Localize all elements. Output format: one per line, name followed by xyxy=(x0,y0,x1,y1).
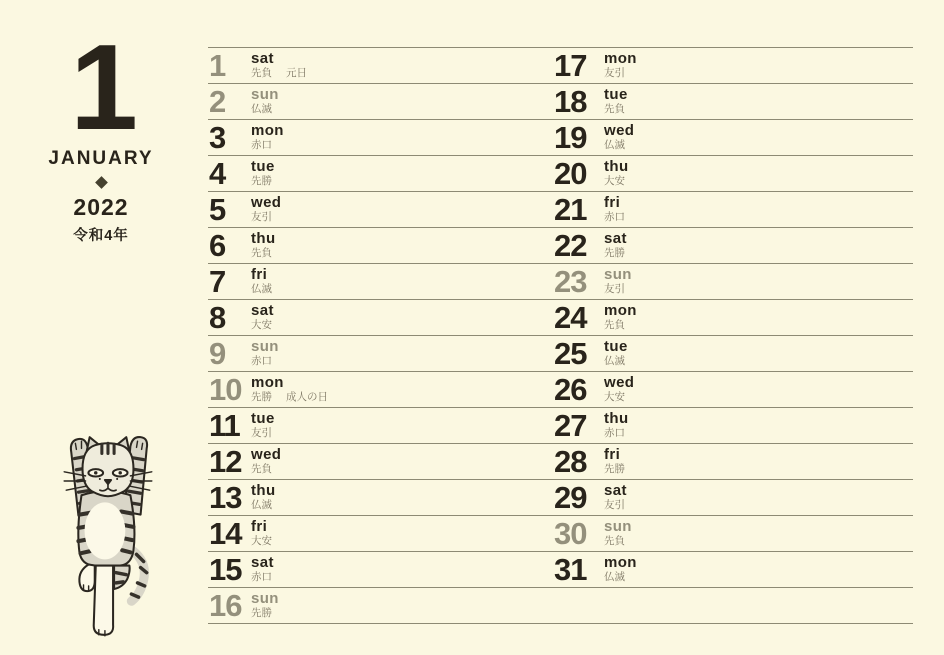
day-of-week-label: sat xyxy=(251,554,274,571)
day-number: 10 xyxy=(209,372,242,407)
rokuyo-label: 友引 xyxy=(604,283,625,295)
day-text xyxy=(604,51,637,83)
day-subline xyxy=(251,284,272,295)
day-of-week-label: fri xyxy=(604,194,621,211)
day-subline xyxy=(251,320,274,331)
day-text xyxy=(251,483,276,515)
rokuyo-label: 先勝 xyxy=(604,463,625,475)
rokuyo-label: 仏滅 xyxy=(604,571,625,583)
holiday-note-label: 成人の日 xyxy=(286,391,328,403)
day-of-week-label: thu xyxy=(604,410,629,427)
day-cell xyxy=(553,408,913,443)
day-subline xyxy=(251,248,276,259)
rokuyo-label: 大安 xyxy=(251,319,272,331)
day-number: 1 xyxy=(209,48,226,83)
day-cell xyxy=(208,588,553,623)
rokuyo-label: 赤口 xyxy=(251,571,272,583)
day-cell xyxy=(208,264,553,299)
rokuyo-label: 友引 xyxy=(251,211,272,223)
rokuyo-label: 仏滅 xyxy=(604,355,625,367)
day-subline xyxy=(604,500,627,511)
month-header xyxy=(38,19,164,245)
day-of-week-label: sat xyxy=(251,302,274,319)
day-cell xyxy=(553,444,913,479)
day-subline xyxy=(251,104,279,115)
day-of-week-label: wed xyxy=(604,374,635,391)
calendar-row xyxy=(208,335,913,371)
day-cell xyxy=(208,336,553,371)
day-subline xyxy=(251,212,281,223)
cat-illustration xyxy=(31,428,187,644)
day-text xyxy=(604,303,637,335)
day-subline xyxy=(251,464,281,475)
rokuyo-label: 赤口 xyxy=(251,139,272,151)
day-text xyxy=(251,303,274,335)
day-subline xyxy=(604,392,634,403)
day-number: 15 xyxy=(209,552,242,587)
day-subline xyxy=(604,104,628,115)
day-of-week-label: tue xyxy=(251,158,275,175)
day-subline xyxy=(604,176,629,187)
day-number: 30 xyxy=(554,516,587,551)
day-cell xyxy=(208,372,553,407)
day-subline xyxy=(251,428,275,439)
day-text xyxy=(251,123,284,155)
day-text xyxy=(251,591,279,623)
day-subline xyxy=(251,68,307,79)
day-of-week-label: sun xyxy=(251,590,279,607)
rokuyo-label: 大安 xyxy=(604,175,625,187)
day-text xyxy=(251,339,279,371)
day-text xyxy=(251,267,272,299)
day-number: 20 xyxy=(554,156,587,191)
calendar-row xyxy=(208,263,913,299)
rokuyo-label: 先勝 xyxy=(251,391,272,403)
day-of-week-label: fri xyxy=(251,266,268,283)
day-number: 7 xyxy=(209,264,226,299)
day-number: 14 xyxy=(209,516,242,551)
day-cell xyxy=(553,156,913,191)
day-text xyxy=(251,555,274,587)
day-of-week-label: mon xyxy=(251,374,284,391)
day-number: 5 xyxy=(209,192,226,227)
rokuyo-label: 友引 xyxy=(604,67,625,79)
day-number: 25 xyxy=(554,336,587,371)
day-cell xyxy=(553,84,913,119)
day-of-week-label: sat xyxy=(251,50,274,67)
calendar-row xyxy=(208,227,913,263)
day-number: 28 xyxy=(554,444,587,479)
day-subline xyxy=(251,608,279,619)
day-of-week-label: sat xyxy=(604,482,627,499)
day-cell xyxy=(208,84,553,119)
rokuyo-label: 先負 xyxy=(251,247,272,259)
day-text xyxy=(604,519,632,551)
day-number: 17 xyxy=(554,48,587,83)
calendar-row xyxy=(208,83,913,119)
calendar-row xyxy=(208,515,913,551)
day-subline xyxy=(604,140,634,151)
rokuyo-label: 先勝 xyxy=(251,175,272,187)
day-number: 3 xyxy=(209,120,226,155)
calendar-row xyxy=(208,551,913,587)
day-subline xyxy=(604,320,637,331)
day-of-week-label: thu xyxy=(251,230,276,247)
calendar-row xyxy=(208,371,913,407)
calendar-row xyxy=(208,479,913,515)
day-number: 2 xyxy=(209,84,226,119)
day-number: 16 xyxy=(209,588,242,623)
day-number: 11 xyxy=(209,408,240,443)
day-text xyxy=(604,159,629,191)
day-subline xyxy=(604,212,625,223)
day-of-week-label: mon xyxy=(604,50,637,67)
rokuyo-label: 先勝 xyxy=(251,607,272,619)
calendar-row xyxy=(208,155,913,191)
day-text xyxy=(604,231,627,263)
day-number: 19 xyxy=(554,120,587,155)
day-number xyxy=(553,591,604,623)
day-number: 8 xyxy=(209,300,226,335)
day-subline xyxy=(251,536,272,547)
day-cell xyxy=(208,228,553,263)
day-text xyxy=(251,195,281,227)
day-number: 22 xyxy=(554,228,587,263)
calendar-row xyxy=(208,299,913,335)
calendar-row xyxy=(208,407,913,443)
rokuyo-label: 仏滅 xyxy=(251,103,272,115)
day-of-week-label: fri xyxy=(604,446,621,463)
day-cell xyxy=(553,48,913,83)
month-number: 1 xyxy=(70,19,132,155)
day-cell xyxy=(208,48,553,83)
day-subline xyxy=(604,572,637,583)
day-text xyxy=(604,555,637,587)
day-subline xyxy=(604,428,629,439)
rokuyo-label: 大安 xyxy=(251,535,272,547)
day-subline xyxy=(604,68,637,79)
day-of-week-label: thu xyxy=(251,482,276,499)
diamond-icon xyxy=(95,176,108,189)
day-text xyxy=(604,447,625,479)
day-text xyxy=(251,447,281,479)
calendar-row xyxy=(208,587,913,623)
rokuyo-label: 赤口 xyxy=(604,211,625,223)
day-number: 13 xyxy=(209,480,242,515)
rokuyo-label: 大安 xyxy=(604,391,625,403)
day-cell xyxy=(208,120,553,155)
day-number: 9 xyxy=(209,336,226,371)
day-text xyxy=(604,87,628,119)
day-of-week-label: wed xyxy=(251,194,282,211)
day-text xyxy=(251,375,328,407)
day-text xyxy=(251,411,275,443)
day-text xyxy=(251,87,279,119)
month-name: JANUARY xyxy=(48,148,154,169)
day-cell xyxy=(553,336,913,371)
day-subline xyxy=(251,392,328,403)
day-of-week-label: wed xyxy=(604,122,635,139)
day-number: 12 xyxy=(209,444,242,479)
day-of-week-label: fri xyxy=(251,518,268,535)
day-number: 24 xyxy=(554,300,587,335)
rokuyo-label: 先負 xyxy=(604,535,625,547)
day-subline xyxy=(251,356,279,367)
day-cell xyxy=(553,264,913,299)
day-number: 21 xyxy=(554,192,587,227)
day-of-week-label: tue xyxy=(251,410,275,427)
day-of-week-label: sun xyxy=(251,86,279,103)
day-cell xyxy=(208,408,553,443)
day-cell xyxy=(553,480,913,515)
day-subline xyxy=(251,140,284,151)
day-cell xyxy=(208,192,553,227)
day-cell xyxy=(208,516,553,551)
rokuyo-label: 友引 xyxy=(251,427,272,439)
day-text xyxy=(251,51,307,83)
calendar-row xyxy=(208,47,913,83)
day-number: 26 xyxy=(554,372,587,407)
day-of-week-label: sun xyxy=(604,266,632,283)
day-number: 23 xyxy=(554,264,587,299)
day-of-week-label: mon xyxy=(604,554,637,571)
day-of-week-label: thu xyxy=(604,158,629,175)
rokuyo-label: 赤口 xyxy=(604,427,625,439)
holiday-note-label: 元日 xyxy=(286,67,307,79)
day-text xyxy=(604,375,634,407)
rokuyo-label: 仏滅 xyxy=(251,283,272,295)
day-of-week-label: tue xyxy=(604,86,628,103)
day-text xyxy=(251,231,276,263)
day-cell xyxy=(208,444,553,479)
rokuyo-label: 先負 xyxy=(604,319,625,331)
day-of-week-label: mon xyxy=(251,122,284,139)
day-text xyxy=(604,267,632,299)
day-text xyxy=(251,519,272,551)
day-cell xyxy=(553,192,913,227)
day-cell xyxy=(208,480,553,515)
day-number: 31 xyxy=(554,552,587,587)
day-text xyxy=(604,339,628,371)
calendar-grid xyxy=(208,47,913,624)
day-subline xyxy=(604,464,625,475)
day-of-week-label: wed xyxy=(251,446,282,463)
day-number: 6 xyxy=(209,228,226,263)
rokuyo-label: 先勝 xyxy=(604,247,625,259)
rokuyo-label: 仏滅 xyxy=(604,139,625,151)
day-of-week-label: sun xyxy=(604,518,632,535)
day-cell xyxy=(553,120,913,155)
day-of-week-label: tue xyxy=(604,338,628,355)
day-of-week-label: mon xyxy=(604,302,637,319)
day-cell xyxy=(208,552,553,587)
day-text xyxy=(251,159,275,191)
calendar-row xyxy=(208,443,913,479)
day-text xyxy=(604,195,625,227)
day-cell xyxy=(553,516,913,551)
day-subline xyxy=(251,500,276,511)
day-subline xyxy=(604,536,632,547)
day-cell xyxy=(208,156,553,191)
day-subline xyxy=(251,176,275,187)
day-text xyxy=(604,123,634,155)
rokuyo-label: 赤口 xyxy=(251,355,272,367)
rokuyo-label: 先負 xyxy=(251,67,272,79)
rokuyo-label: 先負 xyxy=(251,463,272,475)
day-cell xyxy=(553,300,913,335)
calendar-row xyxy=(208,119,913,155)
day-text xyxy=(604,411,629,443)
day-cell xyxy=(553,588,913,623)
day-subline xyxy=(251,572,274,583)
day-subline xyxy=(604,248,627,259)
day-of-week-label: sun xyxy=(251,338,279,355)
day-cell xyxy=(553,372,913,407)
era-label: 令和4年 xyxy=(73,228,129,244)
day-subline xyxy=(604,356,628,367)
day-cell xyxy=(553,228,913,263)
year-label: 2022 xyxy=(73,194,129,220)
rokuyo-label: 仏滅 xyxy=(251,499,272,511)
day-number: 18 xyxy=(554,84,587,119)
day-cell xyxy=(208,300,553,335)
calendar-row xyxy=(208,191,913,227)
day-of-week-label: sat xyxy=(604,230,627,247)
day-text xyxy=(604,483,627,515)
day-number: 4 xyxy=(209,156,226,191)
day-cell xyxy=(553,552,913,587)
rokuyo-label: 先負 xyxy=(604,103,625,115)
day-number: 29 xyxy=(554,480,587,515)
day-subline xyxy=(604,284,632,295)
rokuyo-label: 友引 xyxy=(604,499,625,511)
day-number: 27 xyxy=(554,408,587,443)
